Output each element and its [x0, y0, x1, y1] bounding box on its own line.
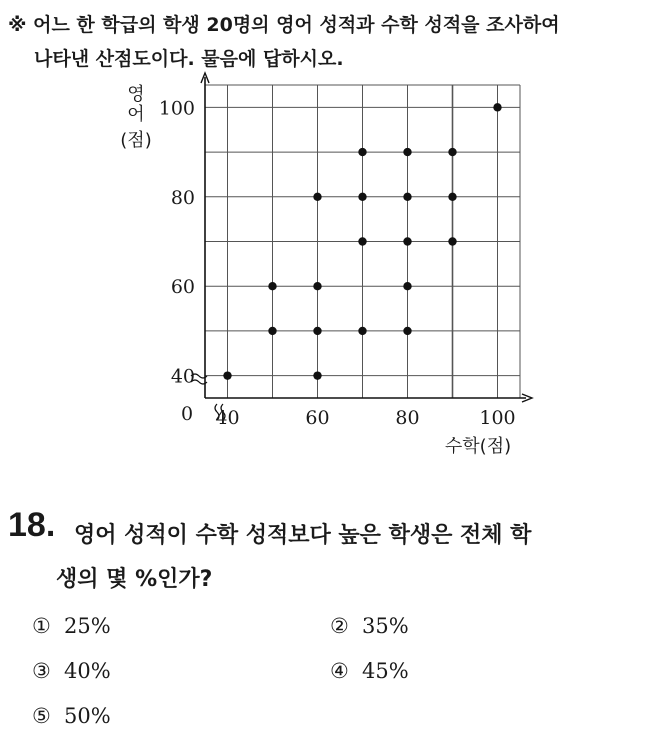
data-point	[358, 327, 366, 335]
data-point	[313, 327, 321, 335]
choice-3[interactable]	[32, 659, 111, 683]
y-axis-label-char-1: 영	[127, 84, 145, 105]
y-axis-label-char-2: 어	[127, 104, 145, 125]
data-point	[403, 327, 411, 335]
choice-5-mark: ⑤	[32, 704, 51, 728]
data-point	[313, 282, 321, 290]
x-tick-label-80: 80	[395, 407, 420, 429]
data-point	[403, 148, 411, 156]
intro-line-2: 나타낸 산점도이다. 물음에 답하시오.	[34, 48, 344, 70]
data-point	[493, 103, 501, 111]
y-tick-label-100: 100	[158, 97, 195, 120]
data-point	[448, 193, 456, 201]
question-number: 18.	[8, 506, 56, 544]
data-point	[403, 237, 411, 245]
data-point	[223, 371, 231, 379]
choice-5-text: 50%	[64, 704, 111, 728]
choice-4[interactable]	[330, 659, 409, 683]
data-point	[358, 237, 366, 245]
choice-3-text: 40%	[64, 659, 111, 683]
plot-axes	[191, 73, 532, 420]
question-line-2: 생의 몇 %인가?	[56, 567, 213, 592]
intro-line-1: ※ 어느 한 학급의 학생 20명의 영어 성적과 수학 성적을 조사하여	[8, 14, 560, 36]
y-tick-label-40: 40	[170, 365, 195, 388]
data-point	[268, 327, 276, 335]
choice-2[interactable]	[330, 614, 409, 638]
data-point	[403, 282, 411, 290]
x-tick-label-40: 40	[215, 407, 240, 429]
data-point	[313, 193, 321, 201]
choice-4-text: 45%	[362, 659, 409, 683]
origin-label: 0	[180, 403, 194, 425]
data-point	[358, 193, 366, 201]
data-point	[313, 371, 321, 379]
question-line-1: 영어 성적이 수학 성적보다 높은 학생은 전체 학	[74, 523, 532, 548]
choice-4-mark: ④	[330, 659, 349, 683]
choice-1[interactable]	[32, 614, 111, 638]
x-axis-label: 수학(점)	[444, 436, 512, 457]
y-tick-label-80: 80	[170, 186, 195, 209]
choice-1-mark: ①	[32, 614, 51, 638]
choice-2-mark: ②	[330, 614, 349, 638]
data-point	[268, 282, 276, 290]
data-point	[448, 237, 456, 245]
choice-3-mark: ③	[32, 659, 51, 683]
tick-labels	[159, 97, 516, 429]
question-text	[56, 514, 654, 602]
choice-1-text: 25%	[64, 614, 111, 638]
data-point	[358, 148, 366, 156]
choice-2-text: 35%	[362, 614, 409, 638]
data-point	[448, 148, 456, 156]
x-tick-label-100: 100	[479, 407, 516, 429]
y-tick-label-60: 60	[170, 276, 195, 299]
choice-5[interactable]	[32, 704, 111, 728]
data-point	[403, 193, 411, 201]
y-axis-label-unit: (점)	[120, 130, 152, 151]
x-tick-label-60: 60	[305, 407, 330, 429]
